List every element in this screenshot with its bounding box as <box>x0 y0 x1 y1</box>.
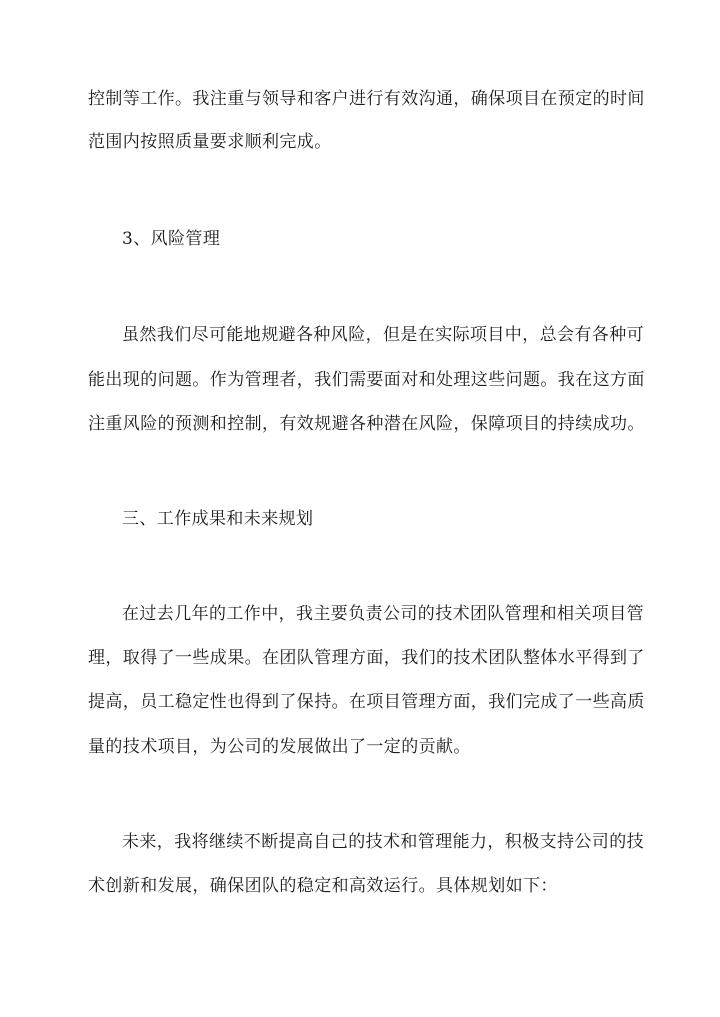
paragraph-line: 提高，员工稳定性也得到了保持。在项目管理方面，我们完成了一些高质 <box>88 692 645 712</box>
section-heading: 3、风险管理 <box>122 229 221 249</box>
paragraph-line: 理，取得了一些成果。在团队管理方面，我们的技术团队整体水平得到了 <box>88 648 645 668</box>
paragraph-line: 术创新和发展，确保团队的稳定和高效运行。具体规划如下： <box>88 876 558 896</box>
paragraph-line: 未来，我将继续不断提高自己的技术和管理能力，积极支持公司的技 <box>122 832 644 852</box>
paragraph-line: 范围内按照质量要求顺利完成。 <box>88 132 332 152</box>
section-heading: 三、工作成果和未来规划 <box>122 509 314 529</box>
paragraph-line: 控制等工作。我注重与领导和客户进行有效沟通，确保项目在预定的时间 <box>88 89 645 109</box>
paragraph-line: 注重风险的预测和控制，有效规避各种潜在风险，保障项目的持续成功。 <box>88 414 645 434</box>
paragraph-line: 在过去几年的工作中，我主要负责公司的技术团队管理和相关项目管 <box>122 604 644 624</box>
paragraph-line: 能出现的问题。作为管理者，我们需要面对和处理这些问题。我在这方面 <box>88 370 645 390</box>
paragraph-line: 虽然我们尽可能地规避各种风险，但是在实际项目中，总会有各种可 <box>122 325 644 345</box>
paragraph-line: 量的技术项目，为公司的发展做出了一定的贡献。 <box>88 737 471 757</box>
